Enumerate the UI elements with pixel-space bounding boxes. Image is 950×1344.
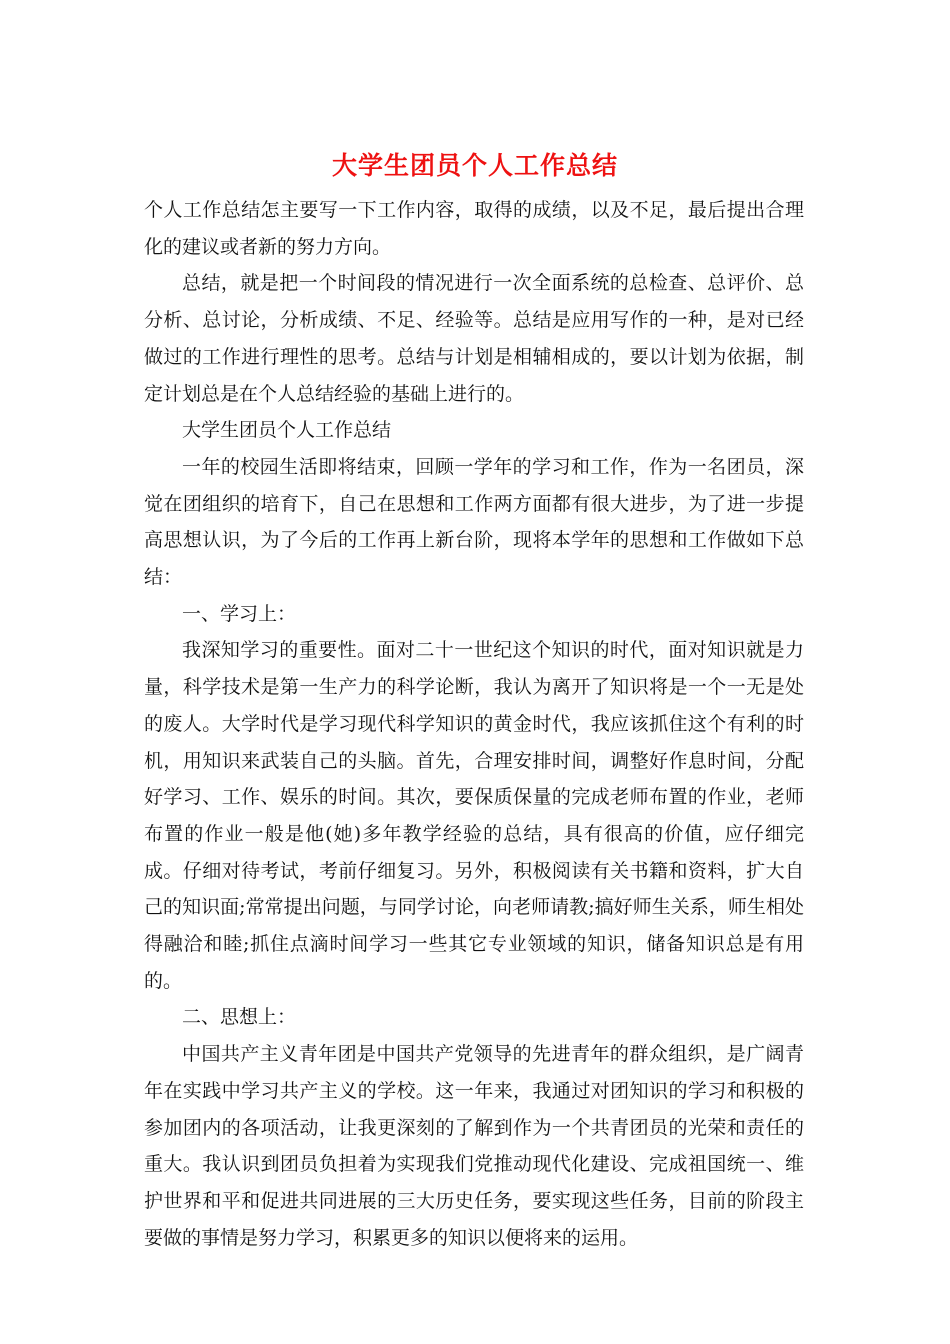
paragraph-opening: 一年的校园生活即将结束，回顾一学年的学习和工作，作为一名团员，深觉在团组织的培育下，自己在思想和工作两方面都有很大进步，为了进一步提高思想认识，为了今后的工作再上新台阶，现将本学年的思想和工作做如下总结： <box>144 455 804 589</box>
paragraph-definition: 总结，就是把一个时间段的情况进行一次全面系统的总检查、总评价、总分析、总讨论，分析成绩、不足、经验等。总结是应用写作的一种，是对已经做过的工作进行理性的思考。总结与计划是相辅相成的，要以计划为依据，制定计划总是在个人总结经验的基础上进行的。 <box>144 272 804 405</box>
paragraph-study: 我深知学习的重要性。面对二十一世纪这个知识的时代，面对知识就是力量，科学技术是第一生产力的科学论断，我认为离开了知识将是一个一无是处的废人。大学时代是学习现代科学知识的黄金时代，我应该抓住这个有利的时机，用知识来武装自己的头脑。首先，合理安排时间，调整好作息时间，分配好学习、工作、娱乐的时间。其次，要保质保量的完成老师布置的作业，老师布置的作业一般是他(她)多年教学经验的总结，具有很高的价值，应仔细完成。仔细对待考试，考前仔细复习。另外，积极阅读有关书籍和资料，扩大自己的知识面;常常提出问题，与同学讨论，向老师请教;搞好师生关系，师生相处得融洽和睦;抓住点滴时间学习一些其它专业领域的知识，储备知识总是有用的。 <box>144 639 804 992</box>
paragraph-intro: 个人工作总结怎主要写一下工作内容，取得的成绩，以及不足，最后提出合理化的建议或者新的努力方向。 <box>144 199 804 258</box>
document-body <box>144 192 804 1256</box>
paragraph-subtitle: 大学生团员个人工作总结 <box>182 419 392 442</box>
section-heading-study: 一、学习上： <box>182 602 297 625</box>
document-title: 大学生团员个人工作总结 <box>331 151 618 180</box>
section-heading-thought: 二、思想上： <box>182 1006 297 1029</box>
paragraph-thought: 中国共产主义青年团是中国共产党领导的先进青年的群众组织，是广阔青年在实践中学习共产主义的学校。这一年来，我通过对团知识的学习和积极的参加团内的各项活动，让我更深刻的了解到作为一个共青团员的光荣和责任的重大。我认识到团员负担着为实现我们党推动现代化建设、完成祖国统一、维护世界和平和促进共同进展的三大历史任务，要实现这些任务，目前的阶段主要做的事情是努力学习，积累更多的知识以便将来的运用。 <box>144 1043 804 1249</box>
